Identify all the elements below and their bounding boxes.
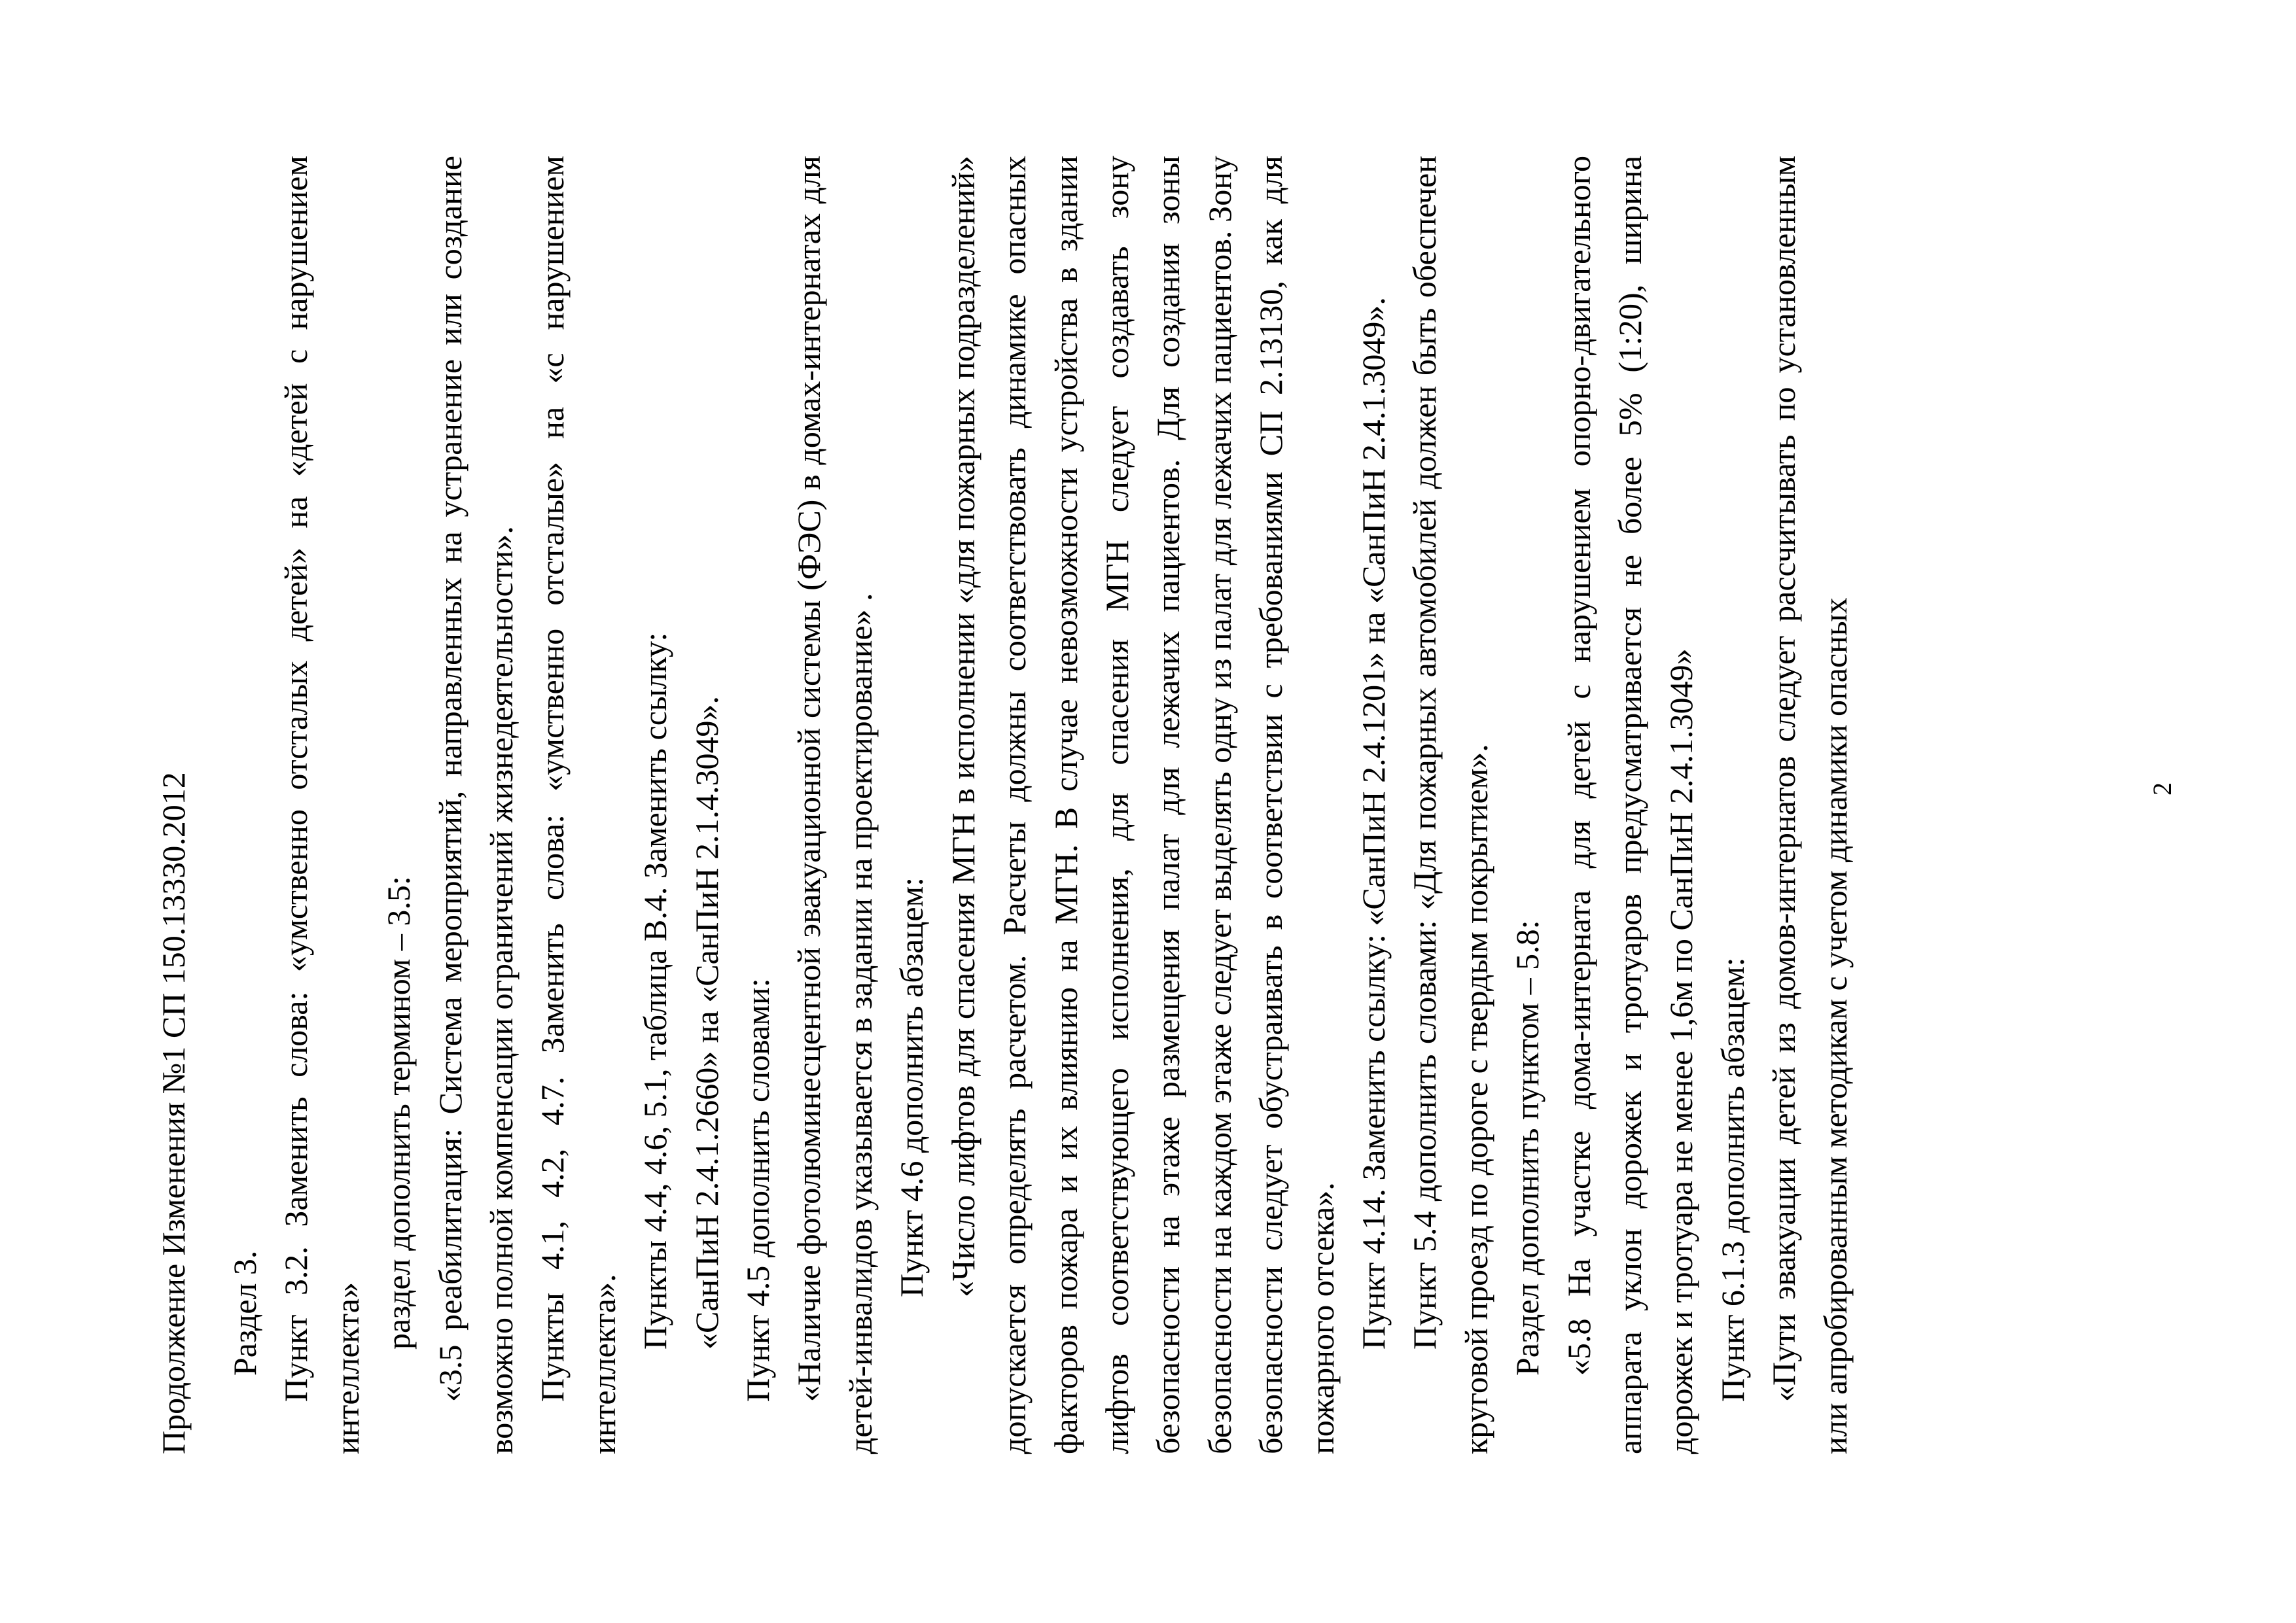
section-heading: Раздел 3.: [226, 1250, 263, 1376]
paragraph: Пункт 4.14. Заменить ссылку: «СанПиН 2.4.1201» на «СанПиН 2.4.1.3049».: [1354, 297, 1392, 1350]
paragraph: «3.5 реабилитация: Система мероприятий, направленных на устранение или создание возможно полной компенсации ограничений жизнедеятельности».: [431, 156, 520, 1454]
page-number: 2: [2147, 782, 2177, 795]
paragraph: «Пути эвакуации детей из домов-интернатов следует рассчитывать по установленным или апробированным методикам с учетом динамики опасных: [1765, 156, 1854, 1454]
paragraph: «СанПиН 2.4.1.2660» на «СанПиН 2.1.4.3049».: [688, 696, 725, 1350]
paragraph: Пункт 5.4 дополнить словами: «Для пожарных автомобилей должен быть обеспечен круговой проезд по дороге с твердым покрытием».: [1406, 156, 1494, 1454]
paragraph: раздел дополнить термином – 3.5:: [380, 876, 417, 1350]
paragraph: «Число лифтов для спасения МГН в исполнении «для пожарных подразделений» допускается определять расчетом. Расчеты должны соответствовать динамике опасных факторов пожара и их влиянию на МГН. В случае невозможности устройства в здании лифтов соответствующего исполнения, для спасения МГН следует создавать зону безопасности на этаже размещения палат для лежачих пациентов. Для создания зоны безопасности на каждом этаже следует выделять одну из палат для лежачих пациентов. Зону безопасности следует обустраивать в соответствии с требованиями СП 2.13130, как для пожарного отсека».: [944, 156, 1341, 1454]
paragraph: Пункт 4.6 дополнить абзацем:: [893, 877, 930, 1297]
paragraph: Пункт 6.1.3 дополнить абзацем:: [1714, 957, 1751, 1402]
paragraph: Раздел дополнить пунктом – 5.8:: [1509, 920, 1546, 1376]
document-body: [219, 156, 1861, 1454]
paragraph: Пункты 4.1, 4.2, 4.7. Заменить слова: «умственно отсталые» на «с нарушением интеллекта».: [534, 156, 622, 1454]
paragraph: Пункты 4.4, 4.6, 5.1, таблица В.4. Заменить ссылку:: [637, 632, 674, 1350]
paragraph: «5.8 На участке дома-интерната для детей с нарушением опорно-двигательного аппарата уклон дорожек и тротуаров предусматривается не более 5% (1:20), ширина дорожек и тротуара не менее 1,6м по СанПиН 2.4.1.3049»: [1560, 156, 1700, 1454]
document-header: Продолжение Изменения №1 СП 150.13330.2012: [155, 772, 192, 1454]
paragraph: Пункт 3.2. Заменить слова: «умственно отсталых детей» на «детей с нарушением интеллекта»: [277, 156, 366, 1454]
paragraph: «Наличие фотолюминесцентной эвакуационной системы (ФЭС) в домах-интернатах для детей-инвалидов указывается в задании на проектирование» .: [790, 156, 879, 1454]
paragraph: Пункт 4.5 дополнить словами:: [739, 978, 777, 1402]
